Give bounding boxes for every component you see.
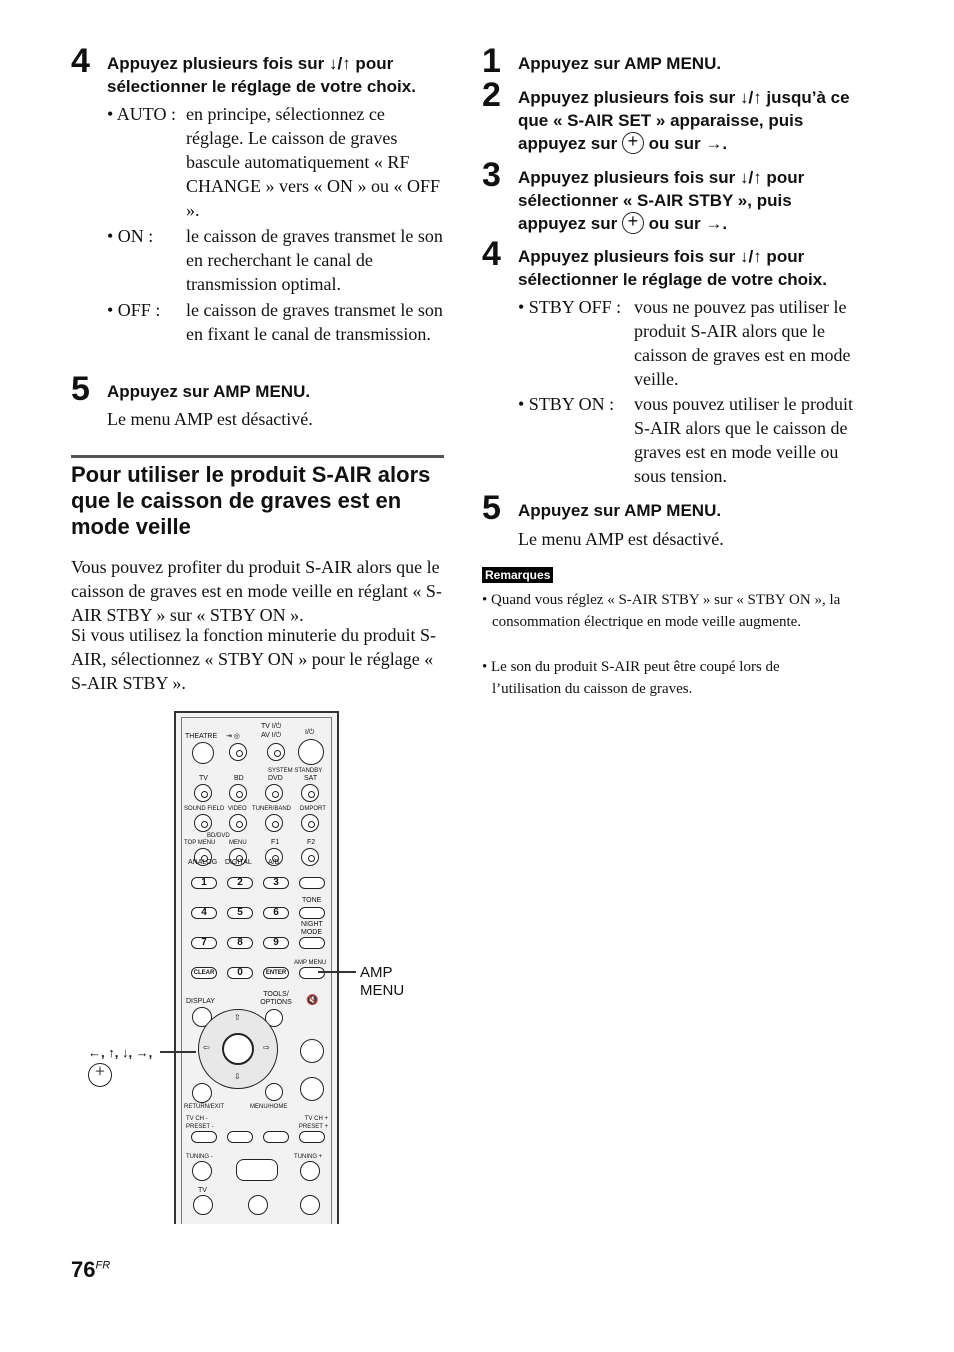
down-arrow-icon: ⇩ xyxy=(234,1072,241,1081)
volume-plus-button xyxy=(300,1039,324,1063)
step-text xyxy=(518,166,863,235)
remote-label: TUNING + xyxy=(294,1154,323,1160)
remote-label: SYSTEM STANDBY xyxy=(268,768,323,774)
nav-center-button xyxy=(222,1033,254,1065)
digit-7-button: 7 xyxy=(191,937,217,949)
replay-button xyxy=(227,1131,253,1143)
option-value: vous ne pouvez pas utiliser le produit S-AIR alors que le caisson de graves est en mode veille. xyxy=(634,297,851,389)
step-text: Appuyez sur AMP MENU. xyxy=(107,382,311,401)
tv-mode-button xyxy=(193,1195,213,1215)
remote-label: AV I/⏻ xyxy=(261,732,282,739)
option-auto xyxy=(107,102,447,222)
option-key: • AUTO : xyxy=(107,104,176,124)
step-text: Appuyez plusieurs fois sur ↓/↑ pour sélectionner le réglage de votre choix. xyxy=(518,247,827,289)
digit-1-button: 1 xyxy=(191,877,217,889)
f2-button xyxy=(301,848,319,866)
remote-label: F2 xyxy=(307,839,316,846)
clear-button: CLEAR xyxy=(191,967,217,979)
step-number: 1 xyxy=(482,42,501,80)
av-power-button xyxy=(267,743,285,761)
digit-9-button: 9 xyxy=(263,937,289,949)
amp-menu-callout: AMP MENU xyxy=(360,964,405,999)
remote-label: TV I/⏻ xyxy=(261,723,282,730)
enter-button: ENTER xyxy=(263,967,289,979)
step-number: 3 xyxy=(482,156,501,194)
remote-label: MENU/HOME xyxy=(250,1104,288,1110)
remote-label: TONE xyxy=(302,897,322,904)
dvd-button xyxy=(265,784,283,802)
digit-4-button: 4 xyxy=(191,907,217,919)
right-arrow-icon: ⇨ xyxy=(263,1043,270,1052)
option-value: le caisson de graves transmet le son en recherchant le canal de transmission optimal. xyxy=(186,226,443,294)
step-text: Appuyez plusieurs fois sur ↓/↑ pour sélectionner le réglage de votre choix. xyxy=(107,54,416,96)
option-key: • OFF : xyxy=(107,300,161,320)
page-number-suffix: FR xyxy=(95,1259,111,1272)
digit-0-button: 0 xyxy=(227,967,253,979)
remote-label: TV CH - PRESET - xyxy=(186,1116,214,1130)
step-text-a: Appuyez plusieurs fois sur ↓/↑ pour sélectionner « S-AIR STBY », puis appuyez sur xyxy=(518,168,805,233)
rewind-button xyxy=(192,1161,212,1181)
input-button xyxy=(229,743,247,761)
step-body: Le menu AMP est désactivé. xyxy=(107,409,313,429)
remote-label: TUNER/BAND xyxy=(252,806,292,812)
remote-label: DMPORT xyxy=(300,806,326,812)
fast-forward-button xyxy=(300,1161,320,1181)
prev-button xyxy=(191,1131,217,1143)
display-key-button xyxy=(299,877,325,889)
remote-label: NIGHT MODE xyxy=(301,921,323,936)
remote-label: TOP MENU xyxy=(184,840,216,846)
step-number: 4 xyxy=(71,42,90,80)
option-value: le caisson de graves transmet le son en fixant le canal de transmission. xyxy=(186,300,443,344)
digit-2-button: 2 xyxy=(227,877,253,889)
paragraph: Si vous utilisez la fonction minuterie du produit S-AIR, sélectionnez « STBY ON » pour le réglage « S-AIR STBY ». xyxy=(71,625,436,693)
arrows-callout: ←, ↑, ↓, →, xyxy=(88,1045,153,1060)
step-body: Le menu AMP est désactivé. xyxy=(518,529,724,549)
return-button xyxy=(192,1083,212,1103)
page-number xyxy=(71,1257,110,1283)
remote-label: TV CH + PRESET + xyxy=(298,1116,328,1130)
step-number: 2 xyxy=(482,76,501,114)
remote-illustration xyxy=(174,711,339,1224)
tv-button xyxy=(194,784,212,802)
step-text-b: ou sur →. xyxy=(648,134,728,153)
remote-label: RETURN/EXIT xyxy=(184,1104,225,1110)
remote-label: ANALOG xyxy=(188,859,218,866)
digit-8-button: 8 xyxy=(227,937,253,949)
bd-button xyxy=(229,784,247,802)
remote-label: TV xyxy=(199,775,208,782)
option-key: • STBY ON : xyxy=(518,394,615,414)
next-button xyxy=(299,1131,325,1143)
step-text: Appuyez sur AMP MENU. xyxy=(518,54,722,73)
enter-circle-icon xyxy=(622,132,644,154)
remote-label: DISPLAY xyxy=(186,998,216,1005)
section-heading: Pour utiliser le produit S-AIR alors que le caisson de graves est en mode veille xyxy=(71,462,431,539)
play-button xyxy=(236,1159,278,1181)
step-number: 5 xyxy=(71,370,90,408)
dmport-button xyxy=(301,814,319,832)
amp-menu-button xyxy=(299,967,325,979)
stop-button xyxy=(300,1195,320,1215)
up-arrow-icon: ⇧ xyxy=(234,1013,241,1022)
remote-label: I/⏻ xyxy=(305,729,315,736)
enter-circle-icon xyxy=(88,1063,112,1087)
remote-label: DIGITAL xyxy=(225,859,252,866)
remote-label: TOOLS/ OPTIONS xyxy=(260,991,292,1006)
remote-label: MENU xyxy=(229,840,247,846)
option-off xyxy=(107,298,447,370)
input-icon: ⇥ ◎ xyxy=(226,733,240,740)
sat-button xyxy=(301,784,319,802)
option-key: • ON : xyxy=(107,226,154,246)
remote-label: A/B xyxy=(268,859,280,866)
option-key: • STBY OFF : xyxy=(518,297,622,317)
arrows-leader xyxy=(160,1051,196,1053)
note-item: • Quand vous réglez « S-AIR STBY » sur « STBY ON », la consommation électrique en mode veille augmente. xyxy=(482,592,841,630)
section-rule xyxy=(71,455,444,458)
advance-button xyxy=(263,1131,289,1143)
mute-icon: 🔇 xyxy=(306,995,319,1006)
page-number-value: 76 xyxy=(71,1257,96,1282)
step-number: 4 xyxy=(482,235,501,273)
option-stby-off xyxy=(518,295,863,391)
remote-label: SAT xyxy=(304,775,318,782)
paragraph: Vous pouvez profiter du produit S-AIR alors que le caisson de graves est en mode veille en réglant « S-AIR STBY » sur « STBY ON ». xyxy=(71,557,442,625)
step-text-b: ou sur →. xyxy=(648,214,728,233)
option-value: en principe, sélectionnez ce réglage. Le caisson de graves bascule automatiquement « RF CHANGE » vers « ON » ou « OFF ». xyxy=(186,104,441,220)
remote-label: TUNING - xyxy=(186,1154,213,1160)
theatre-button xyxy=(192,742,214,764)
remote-label: F1 xyxy=(271,839,280,846)
tone-button xyxy=(299,907,325,919)
notes-badge: Remarques xyxy=(482,567,553,583)
tuner-band-button xyxy=(265,814,283,832)
step-text-a: Appuyez plusieurs fois sur ↓/↑ jusqu’à ce que « S-AIR SET » apparaisse, puis appuyez sur xyxy=(518,88,850,153)
option-on xyxy=(107,224,447,296)
left-arrow-icon: ⇦ xyxy=(203,1043,210,1052)
remote-label: SOUND FIELD xyxy=(184,806,225,812)
remote-label: BD xyxy=(234,775,244,782)
remote-label: VIDEO xyxy=(228,806,247,812)
video-button xyxy=(229,814,247,832)
enter-circle-icon xyxy=(622,212,644,234)
remote-label: THEATRE xyxy=(185,733,218,740)
amp-menu-leader xyxy=(318,971,356,973)
remote-label: TV xyxy=(198,1187,207,1194)
power-button xyxy=(298,739,324,765)
digit-6-button: 6 xyxy=(263,907,289,919)
remote-label: AMP MENU xyxy=(294,960,327,966)
remote-label: BD/DVD xyxy=(207,833,230,839)
volume-minus-button xyxy=(300,1077,324,1101)
option-value: vous pouvez utiliser le produit S-AIR alors que le caisson de graves est en mode veille ou sous tension. xyxy=(634,394,853,486)
night-mode-button xyxy=(299,937,325,949)
option-stby-on xyxy=(518,392,863,488)
step-text xyxy=(518,86,863,155)
remote-label: DVD xyxy=(268,775,283,782)
digit-3-button: 3 xyxy=(263,877,289,889)
digit-5-button: 5 xyxy=(227,907,253,919)
menu-home-button xyxy=(265,1083,283,1101)
note-item: • Le son du produit S-AIR peut être coupé lors de l’utilisation du caisson de graves. xyxy=(482,659,780,697)
step-text: Appuyez sur AMP MENU. xyxy=(518,501,722,520)
sound-field-button xyxy=(194,814,212,832)
step-number: 5 xyxy=(482,489,501,527)
pause-button xyxy=(248,1195,268,1215)
